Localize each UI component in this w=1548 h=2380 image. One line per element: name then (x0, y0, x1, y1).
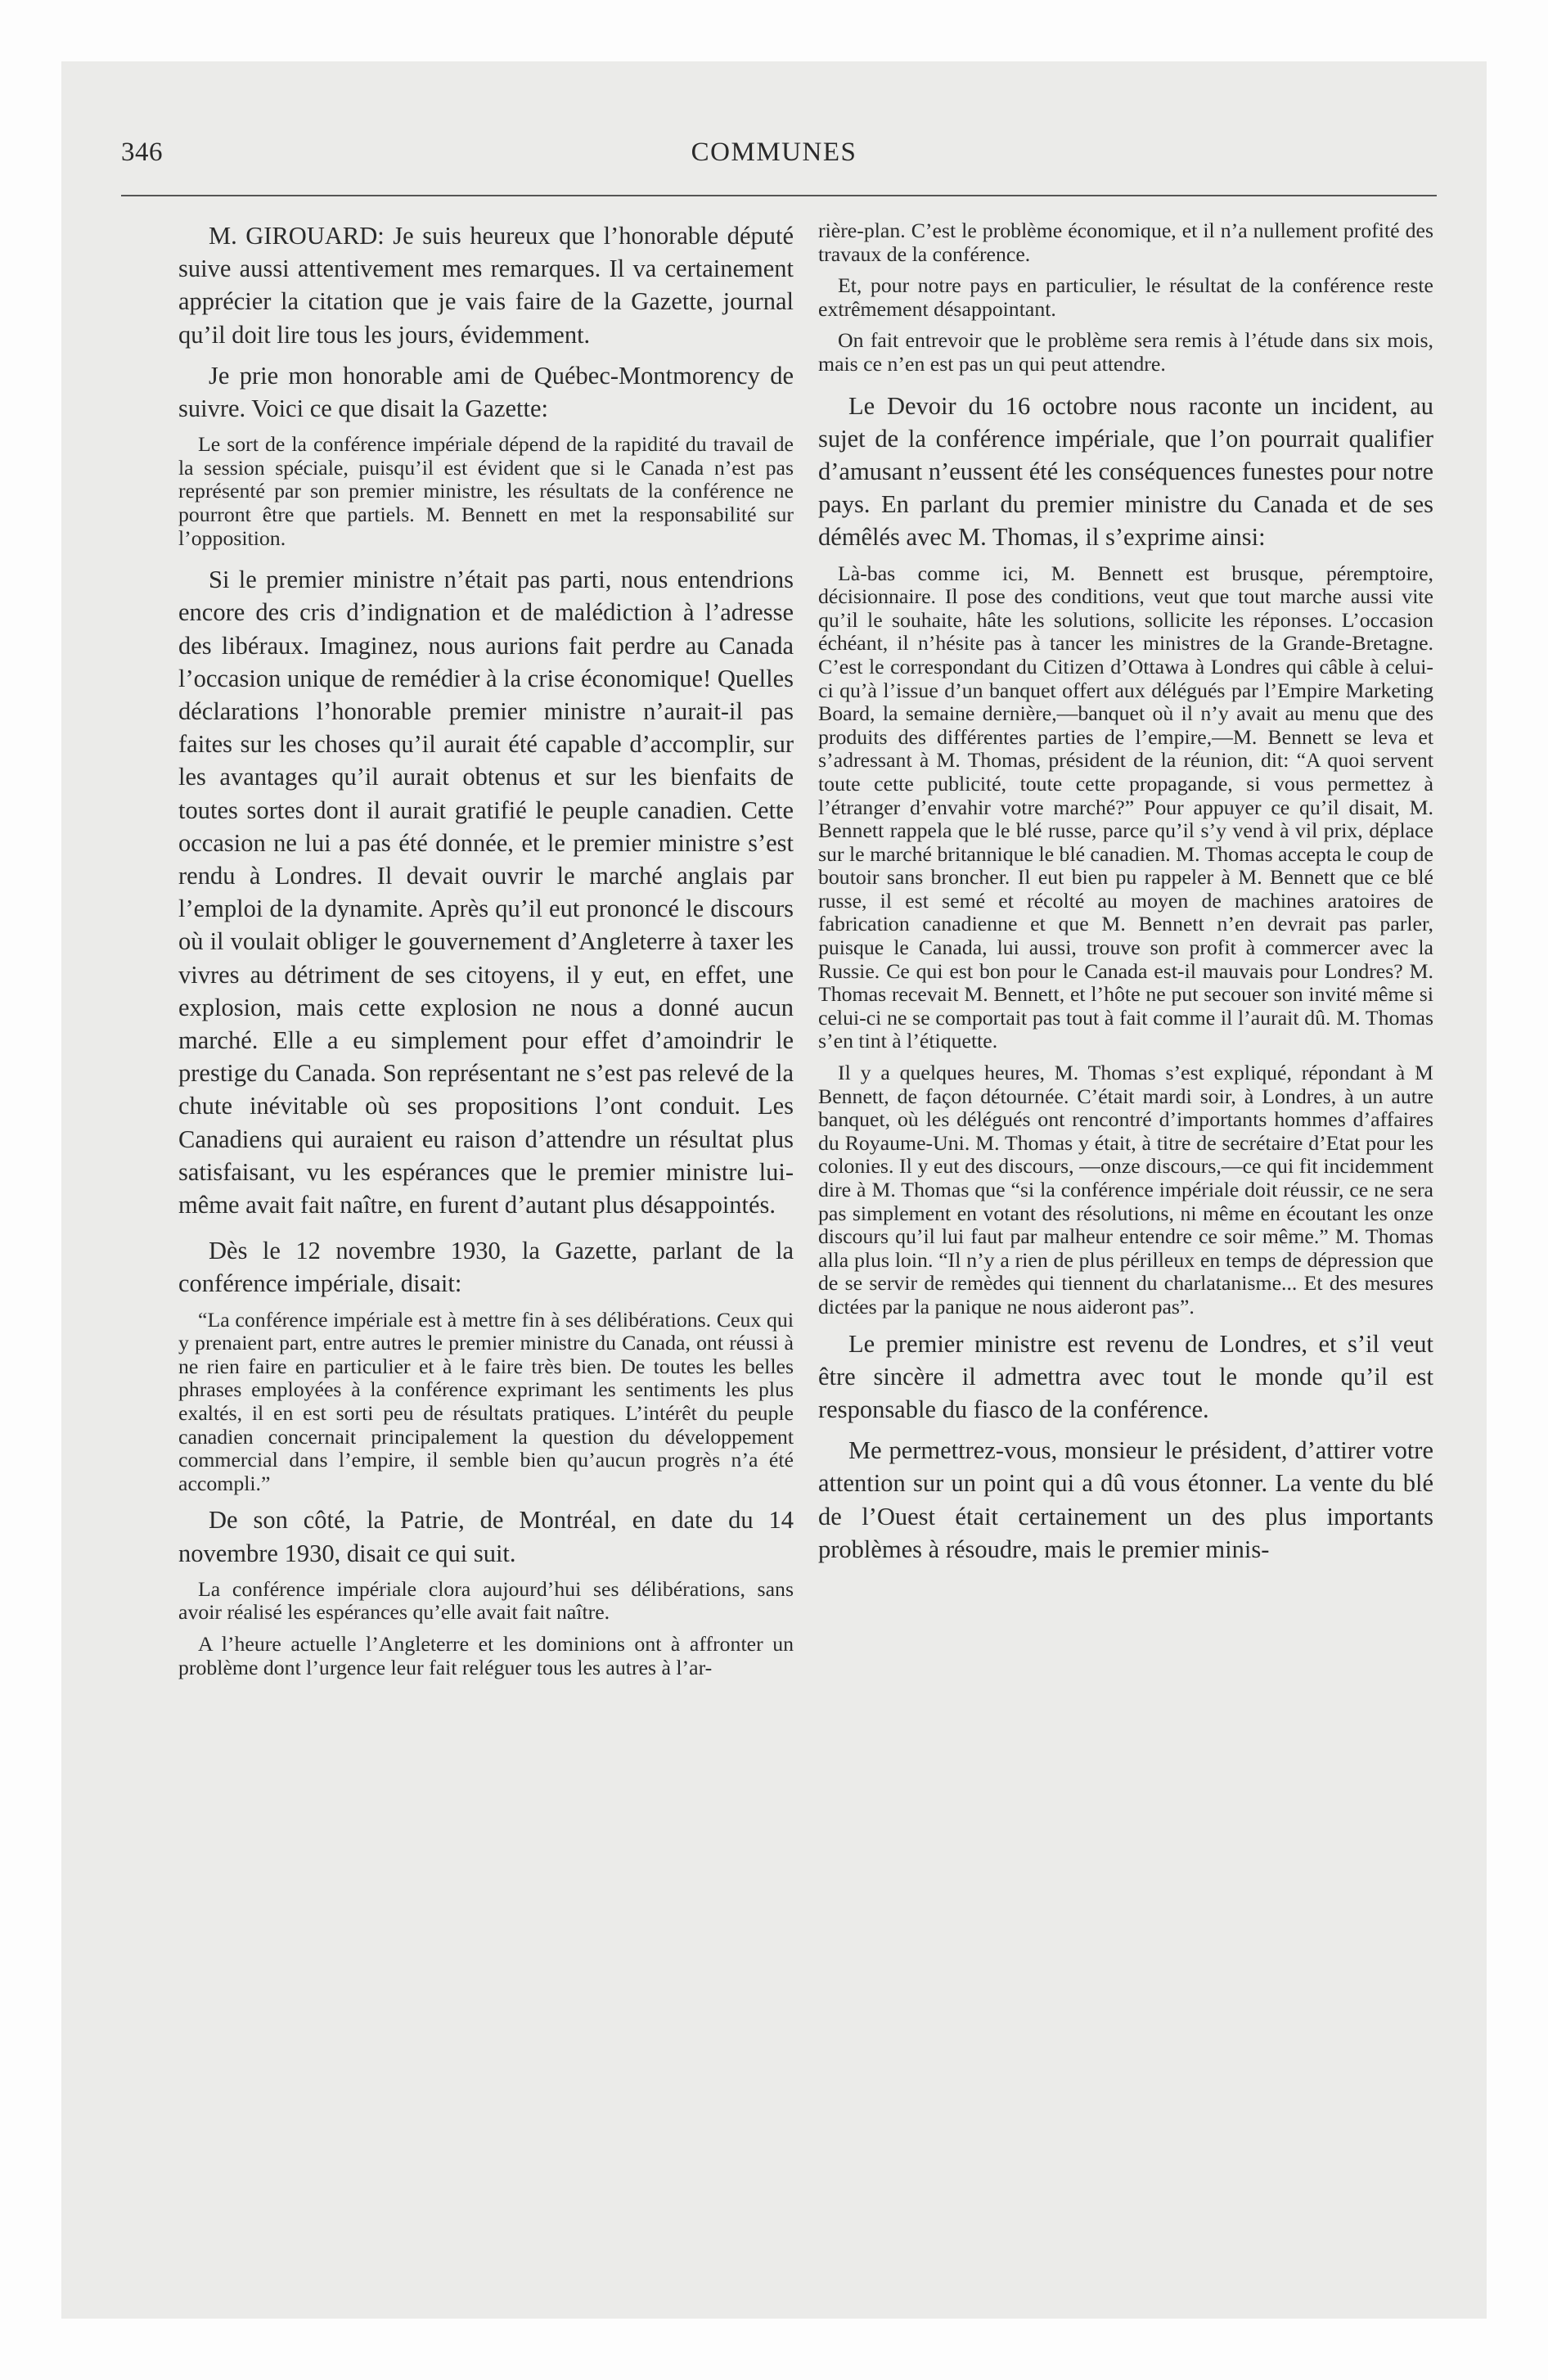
paragraph: Le Devoir du 16 octobre nous raconte un incident, au sujet de la conférence impériale, que l’on pourrait qualifier d’amusant n’eussent été les conséquences funestes pour notre pays. En parlant du premier ministre du Canada et de ses démêlés avec M. Thomas, il s’exprime ainsi: (818, 391, 1433, 552)
quotation: “La conférence impériale est à mettre fin à ses délibérations. Ceux qui y prenaient part, entre autres le premier ministre du Canada, ont réussi à ne rien faire en particulier et à le faire très bien. De toutes les belles phrases employées à la conférence exprimant les sentiments les plus exaltés, il en est sorti peu de résultats pratiques. L’intérêt du peuple canadien concernait principalement la question du développement commercial dans l’empire, il semble bien qu’aucun progrès n’a été accompli.” (178, 1307, 794, 1495)
paragraph: Je prie mon honorable ami de Québec-Montmorency de suivre. Voici ce que disait la Gazette: (178, 361, 794, 423)
header-rule (121, 195, 1437, 196)
quotation: Là-bas comme ici, M. Bennett est brusque, péremptoire, décisionnaire. Il pose des conditions, veut que tout marche aussi vite qu’il le souhaite, hâte les solutions, sollicite les réponses. L’occasion échéant, il n’hésite pas à tancer les ministres de la Grande-Bretagne. C’est le correspondant du Citizen d’Ottawa à Londres qui câble à celui-ci qu’à l’issue d’un banquet offert aux délégués par l’Empire Marketing Board, la semaine dernière,—banquet où il n’y avait au menu que des produits des différentes parties de l’empire,—M. Bennett se leva et s’adressant à M. Thomas, président de la réunion, dit: “A quoi servent toute cette publicité, toute cette propagande, si vous permettez à l’étranger d’envahir votre marché?” Pour appuyer ce qu’il disait, M. Bennett rappela que le blé russe, parce qu’il s’y vend à vil prix, déplace sur le marché britannique le blé canadien. M. Thomas accepta le coup de boutoir sans broncher. Il eut bien pu rappeler à M. Bennett que ce blé russe, il est semé et récolté au moyen de machines aratoires de fabrication canadienne et que M. Bennett n’en devrait pas parler, puisque le Canada, lui aussi, trouve son profit à commercer avec la Russie. Ce qui est bon pour le Canada est-il mauvais pour Londres? M. Thomas recevait M. Bennett, et l’hôte ne put secouer son invité même si celui-ci ne se comportait pas tout à fait comme il l’aurait dû. M. Thomas s’en tint à l’étiquette. (818, 561, 1433, 1053)
left-column (178, 219, 794, 1688)
paragraph: M. GIROUARD: Je suis heureux que l’honorable député suive aussi attentivement mes remarques. Il va certainement apprécier la citation que je vais faire de la Gazette, journal qu’il doit lire tous les jours, évidemment. (178, 222, 794, 349)
paragraph: Le premier ministre est revenu de Londres, et s’il veut être sincère il admettra avec tout le monde qu’il est responsable du fiasco de la conférence. (818, 1329, 1433, 1423)
quotation: La conférence impériale clora aujourd’hui ses délibérations, sans avoir réalisé les espérances qu’elle avait fait naître. (178, 1576, 794, 1625)
quotation: Il y a quelques heures, M. Thomas s’est expliqué, répondant à M Bennett, de façon détournée. C’était mardi soir, à Londres, à un autre banquet, où les délégués ont rencontré d’importants hommes d’affaires du Royaume-Uni. M. Thomas y était, à titre de secrétaire d’Etat pour les colonies. Il y eut des discours, —onze discours,—ce qui fit incidemment dire à M. Thomas que “si la conférence impériale doit réussir, ce ne sera pas simplement en votant des résolutions, ni même en écoutant les onze discours qu’il lui faut par malheur entendre ce soir même.” M. Thomas alla plus loin. “Il n’y a rien de plus périlleux en temps de dépression que de se servir de remèdes qui tiennent du charlatanisme... Et des mesures dictées par la panique ne nous aideront pas”. (818, 1061, 1433, 1318)
paragraph: Dès le 12 novembre 1930, la Gazette, parlant de la conférence impériale, disait: (178, 1237, 794, 1298)
quotation: Et, pour notre pays en particulier, le résultat de la conférence reste extrêmement désappointant. (818, 273, 1433, 321)
paragraph: De son côté, la Patrie, de Montréal, en date du 14 novembre 1930, disait ce qui suit. (178, 1506, 794, 1567)
paragraph: Me permettrez-vous, monsieur le président, d’attirer votre attention sur un point qui a dû vous étonner. La vente du blé de l’Ouest était certainement un des plus importants problèmes à résoudre, mais le premier minis- (818, 1436, 1433, 1563)
running-title: COMMUNES (691, 137, 857, 167)
right-column (818, 219, 1433, 1574)
paragraph: Si le premier ministre n’était pas parti, nous entendrions encore des cris d’indignation et de malédiction à l’adresse des libéraux. Imaginez, nous aurions fait perdre au Canada l’occasion unique de remédier à la crise économique! Quelles déclarations l’honorable premier ministre n’aurait-il pas faites sur les choses qu’il aurait été capable d’accomplir, sur les avantages qu’il aurait obtenus et sur les bienfaits de toutes sortes dont il aurait gratifié le peuple canadien. Cette occasion ne lui a pas été donnée, et le premier ministre s’est rendu à Londres. Il devait ouvrir le marché anglais par l’emploi de la dynamite. Après qu’il eut prononcé le discours où il voulait obliger le gouvernement d’Angleterre à taxer les vivres au détriment de ses citoyens, il y eut, en effet, une explosion, mais cette explosion ne nous a donné aucun marché. Elle a eu simplement pour effet d’amoindrir le prestige du Canada. Son représentant ne s’est pas relevé de la chute inévitable où ses propositions l’ont conduit. Les Canadiens qui auraient eu raison d’attendre un résultat plus satisfaisant, vu les espérances que le premier ministre lui-même avait fait naître, en furent d’autant plus désappointés. (178, 566, 794, 1219)
quotation: On fait entrevoir que le problème sera remis à l’étude dans six mois, mais ce n’en est pas un qui peut attendre. (818, 328, 1433, 376)
quotation: Le sort de la conférence impériale dépend de la rapidité du travail de la session spéciale, puisqu’il est évident que si le Canada n’est pas représenté par son premier ministre, les résultats de la conférence ne pourront être que partiels. M. Bennett en met la responsabilité sur l’opposition. (178, 432, 794, 550)
page-number: 346 (121, 137, 163, 167)
quotation: A l’heure actuelle l’Angleterre et les dominions ont à affronter un problème dont l’urgence leur fait reléguer tous les autres à l’ar- (178, 1632, 794, 1679)
quotation-continued: rière-plan. C’est le problème économique, et il n’a nullement profité des travaux de la conférence. (818, 219, 1433, 266)
